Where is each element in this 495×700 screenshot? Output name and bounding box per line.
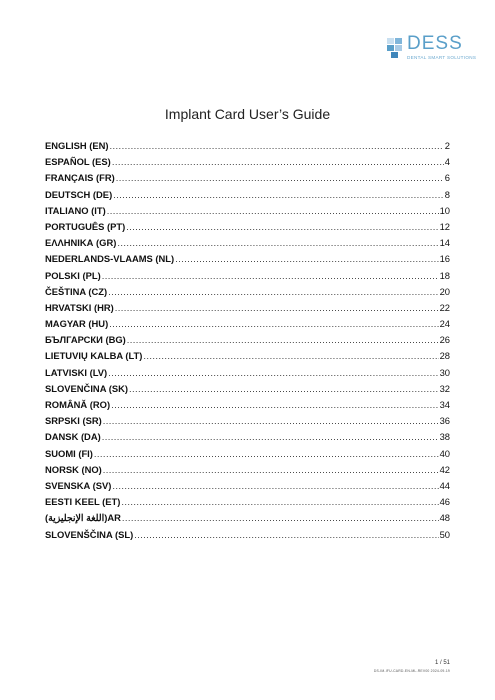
toc-entry-label: PORTUGUÊS (PT) xyxy=(45,220,126,232)
toc-dot-leader xyxy=(103,415,439,426)
toc-dot-leader xyxy=(110,140,444,151)
toc-entry[interactable] xyxy=(45,318,450,334)
toc-entry-page: 38 xyxy=(439,431,450,443)
toc-entry[interactable] xyxy=(45,286,450,302)
toc-dot-leader xyxy=(134,529,438,540)
toc-entry-page: 42 xyxy=(439,463,450,475)
toc-entry[interactable] xyxy=(45,496,450,512)
toc-entry-page: 22 xyxy=(439,301,450,313)
logo-tagline: DENTAL SMART SOLUTIONS xyxy=(407,55,477,60)
toc-dot-leader xyxy=(143,350,438,361)
toc-entry[interactable] xyxy=(45,221,450,237)
toc-entry-page: 16 xyxy=(439,253,450,265)
toc-dot-leader xyxy=(117,237,438,248)
toc-entry-label: LATVISKI (LV) xyxy=(45,366,108,378)
toc-entry-label: SUOMI (FI) xyxy=(45,447,93,459)
document-code: DS-IM-IFU-CARD-EN-ML-REV00 2024-09-19 xyxy=(373,669,450,673)
toc-dot-leader xyxy=(121,496,438,507)
toc-entry[interactable] xyxy=(45,512,450,528)
toc-entry-label: FRANÇAIS (FR) xyxy=(45,172,115,184)
toc-dot-leader xyxy=(113,189,444,200)
toc-dot-leader xyxy=(127,334,439,345)
toc-entry[interactable] xyxy=(45,415,450,431)
toc-entry[interactable] xyxy=(45,270,450,286)
toc-entry-page: 6 xyxy=(444,172,450,184)
toc-dot-leader xyxy=(115,302,439,313)
toc-entry-label: LIETUVIŲ KALBA (LT) xyxy=(45,350,143,362)
toc-entry-label: ROMÂNĂ (RO) xyxy=(45,399,111,410)
toc-dot-leader xyxy=(112,156,444,167)
toc-entry-page: 28 xyxy=(439,350,450,362)
toc-entry-label: EESTI KEEL (ET) xyxy=(45,496,121,508)
dess-logo-mark-icon xyxy=(385,36,405,60)
toc-entry-label: ENGLISH (EN) xyxy=(45,140,109,151)
toc-entry-label: SRPSKI (SR) xyxy=(45,415,102,427)
toc-entry[interactable] xyxy=(45,464,450,480)
toc-dot-leader xyxy=(116,172,444,183)
toc-dot-leader xyxy=(122,512,439,523)
toc-entry[interactable] xyxy=(45,431,450,447)
toc-entry[interactable] xyxy=(45,448,450,464)
toc-dot-leader xyxy=(109,318,438,329)
toc-entry-page: 10 xyxy=(439,204,450,216)
toc-entry-page: 48 xyxy=(439,512,450,524)
toc-entry-label: DANSK (DA) xyxy=(45,431,101,443)
toc-entry-label: (اللغة الإنجليزية)AR xyxy=(45,512,121,524)
toc-entry-label: MAGYAR (HU) xyxy=(45,318,109,330)
toc-entry-page: 18 xyxy=(439,269,450,281)
table-of-contents xyxy=(45,140,450,545)
toc-entry-page: 20 xyxy=(439,285,450,297)
toc-entry[interactable] xyxy=(45,189,450,205)
toc-entry-label: ITALIANO (IT) xyxy=(45,204,106,216)
toc-entry-page: 30 xyxy=(439,366,450,378)
toc-entry-page: 36 xyxy=(439,415,450,427)
toc-entry-page: 8 xyxy=(444,188,450,200)
toc-entry-page: 12 xyxy=(439,220,450,232)
toc-entry[interactable] xyxy=(45,480,450,496)
toc-entry[interactable] xyxy=(45,383,450,399)
toc-entry[interactable] xyxy=(45,253,450,269)
toc-entry[interactable] xyxy=(45,237,450,253)
toc-dot-leader xyxy=(103,464,439,475)
toc-entry-label: POLSKI (PL) xyxy=(45,269,101,281)
toc-entry-page: 24 xyxy=(439,318,450,330)
toc-entry-page: 14 xyxy=(439,237,450,249)
toc-entry-page: 26 xyxy=(439,334,450,346)
toc-entry[interactable] xyxy=(45,350,450,366)
toc-dot-leader xyxy=(102,431,439,442)
toc-entry[interactable] xyxy=(45,302,450,318)
toc-entry[interactable] xyxy=(45,399,450,415)
toc-entry-label: NORSK (NO) xyxy=(45,463,102,475)
toc-dot-leader xyxy=(108,286,438,297)
toc-entry-label: ESPAÑOL (ES) xyxy=(45,156,111,168)
company-logo xyxy=(385,34,483,66)
toc-entry-page: 34 xyxy=(439,399,450,410)
toc-entry-label: HRVATSKI (HR) xyxy=(45,301,114,313)
toc-entry-label: SLOVENČINA (SK) xyxy=(45,382,128,394)
toc-dot-leader xyxy=(129,383,439,394)
toc-entry[interactable] xyxy=(45,529,450,545)
toc-entry-page: 32 xyxy=(439,382,450,394)
document-title: Implant Card User’s Guide xyxy=(164,106,331,122)
toc-entry-label: ČEŠTINA (CZ) xyxy=(45,285,108,297)
page-number: 1 / 51 xyxy=(434,660,450,666)
toc-entry[interactable] xyxy=(45,140,450,156)
toc-entry-label: SVENSKA (SV) xyxy=(45,479,112,491)
toc-entry-label: БЪЛГАРСКИ (BG) xyxy=(45,334,126,346)
toc-entry-page: 46 xyxy=(439,496,450,508)
toc-entry[interactable] xyxy=(45,334,450,350)
toc-entry-label: NEDERLANDS-VLAAMS (NL) xyxy=(45,253,175,265)
toc-dot-leader xyxy=(112,480,438,491)
toc-dot-leader xyxy=(111,399,438,410)
toc-entry-label: SLOVENŠČINA (SL) xyxy=(45,528,134,540)
toc-dot-leader xyxy=(107,205,439,216)
toc-entry[interactable] xyxy=(45,205,450,221)
toc-dot-leader xyxy=(175,253,438,264)
toc-dot-leader xyxy=(126,221,438,232)
toc-entry-page: 50 xyxy=(439,528,450,540)
logo-wordmark: DESS xyxy=(407,33,463,54)
toc-dot-leader xyxy=(102,270,439,281)
toc-entry-page: 2 xyxy=(444,140,450,151)
toc-entry-label: ΕΛΛΗΝΙΚΑ (GR) xyxy=(45,237,117,249)
toc-entry-page: 4 xyxy=(444,156,450,168)
toc-entry-label: DEUTSCH (DE) xyxy=(45,188,113,200)
toc-entry-page: 40 xyxy=(439,447,450,459)
toc-entry[interactable] xyxy=(45,156,450,172)
toc-entry[interactable] xyxy=(45,367,450,383)
toc-dot-leader xyxy=(108,367,438,378)
toc-dot-leader xyxy=(94,448,439,459)
toc-entry[interactable] xyxy=(45,172,450,188)
toc-entry-page: 44 xyxy=(439,479,450,491)
